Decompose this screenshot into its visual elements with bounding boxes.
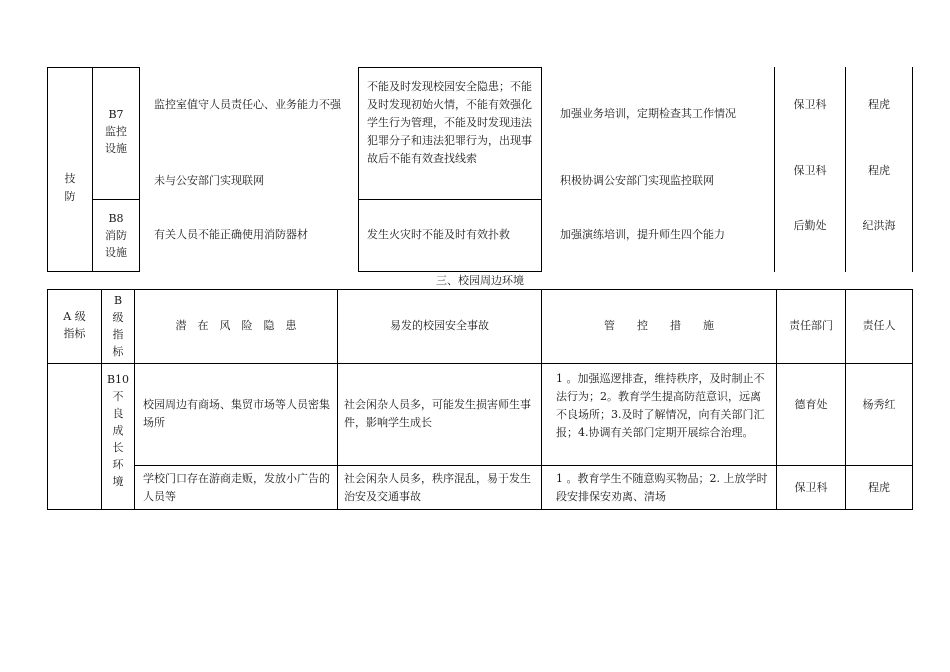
dept-cell: 保卫科 (793, 98, 827, 111)
header-dept: 责任部门 (789, 319, 833, 332)
b10-label: B10 不 良 成 长 环 境 (106, 373, 130, 488)
border (358, 67, 542, 68)
person-cell: 杨秀红 (862, 398, 896, 411)
b7-label: B7 监控 设施 (105, 108, 127, 155)
border (912, 67, 913, 272)
border (47, 67, 140, 68)
border (92, 199, 140, 200)
border (134, 465, 913, 466)
header-a-level: A 级 指标 (63, 310, 86, 340)
person-cell: 程虎 (868, 98, 890, 111)
dept-cell: 德育处 (794, 398, 828, 411)
accident-cell: 不能及时发现校园安全隐患；不能及时发现初始火情，不能有效强化学生行为管理，不能及时发现违法犯罪分子和违法犯罪行为，出现事故后不能有效查找线索 (367, 80, 532, 165)
accident-cell: 社会闲杂人员多，可能发生损害师生事件，影响学生成长 (344, 398, 531, 429)
dept-cell: 后勤处 (793, 219, 827, 232)
risk-cell: 学校门口存在游商走贩，发放小广告的人员等 (143, 472, 330, 503)
header-measure: 管 控 措 施 (604, 319, 714, 332)
measure-cell: 加强演练培训，提升师生四个能力 (560, 228, 725, 241)
border (358, 67, 359, 272)
border (47, 271, 140, 272)
section-title: 三、校园周边环境 (436, 274, 524, 287)
accident-cell: 发生火灾时不能及时有效扑救 (367, 228, 510, 241)
border (47, 509, 913, 510)
risk-cell: 未与公安部门实现联网 (154, 174, 264, 187)
border (47, 289, 913, 290)
measure-cell: 加强业务培训，定期检查其工作情况 (560, 107, 736, 120)
measure-cell: 1 。加强巡逻排查，维持秩序，及时制止不法行为；2。教育学生提高防范意识，远离不良场所；3.及时了解情况，向有关部门汇报；4.协调有关部门定期开展综合治理。 (556, 372, 765, 439)
border (358, 199, 542, 200)
person-cell: 程虎 (868, 164, 890, 177)
person-cell: 纪洪海 (862, 219, 896, 232)
accident-cell: 社会闲杂人员多，秩序混乱，易于发生治安及交通事故 (344, 472, 531, 503)
header-person: 责任人 (862, 319, 896, 332)
risk-cell: 有关人员不能正确使用消防器材 (154, 228, 308, 241)
risk-cell: 校园周边有商场、集贸市场等人员密集场所 (143, 398, 330, 429)
measure-cell: 积极协调公安部门实现监控联网 (560, 174, 714, 187)
header-risk: 潜 在 风 险 隐 患 (175, 319, 297, 332)
border (139, 67, 140, 272)
a-level-label: 技 防 (64, 172, 76, 203)
header-accident: 易发的校园安全事故 (390, 319, 489, 332)
dept-cell: 保卫科 (793, 164, 827, 177)
dept-cell: 保卫科 (794, 481, 828, 494)
border (47, 363, 913, 364)
b8-label: B8 消防 设施 (105, 212, 127, 259)
border (912, 289, 913, 510)
border (541, 67, 542, 272)
risk-cell: 监控室值守人员责任心、业务能力不强 (154, 98, 341, 111)
header-b-level: B 级 指 标 (112, 294, 124, 358)
measure-cell: 1 。教育学生不随意购买物品；2. 上放学时段安排保安劝离、清场 (556, 472, 768, 503)
person-cell: 程虎 (868, 481, 890, 494)
